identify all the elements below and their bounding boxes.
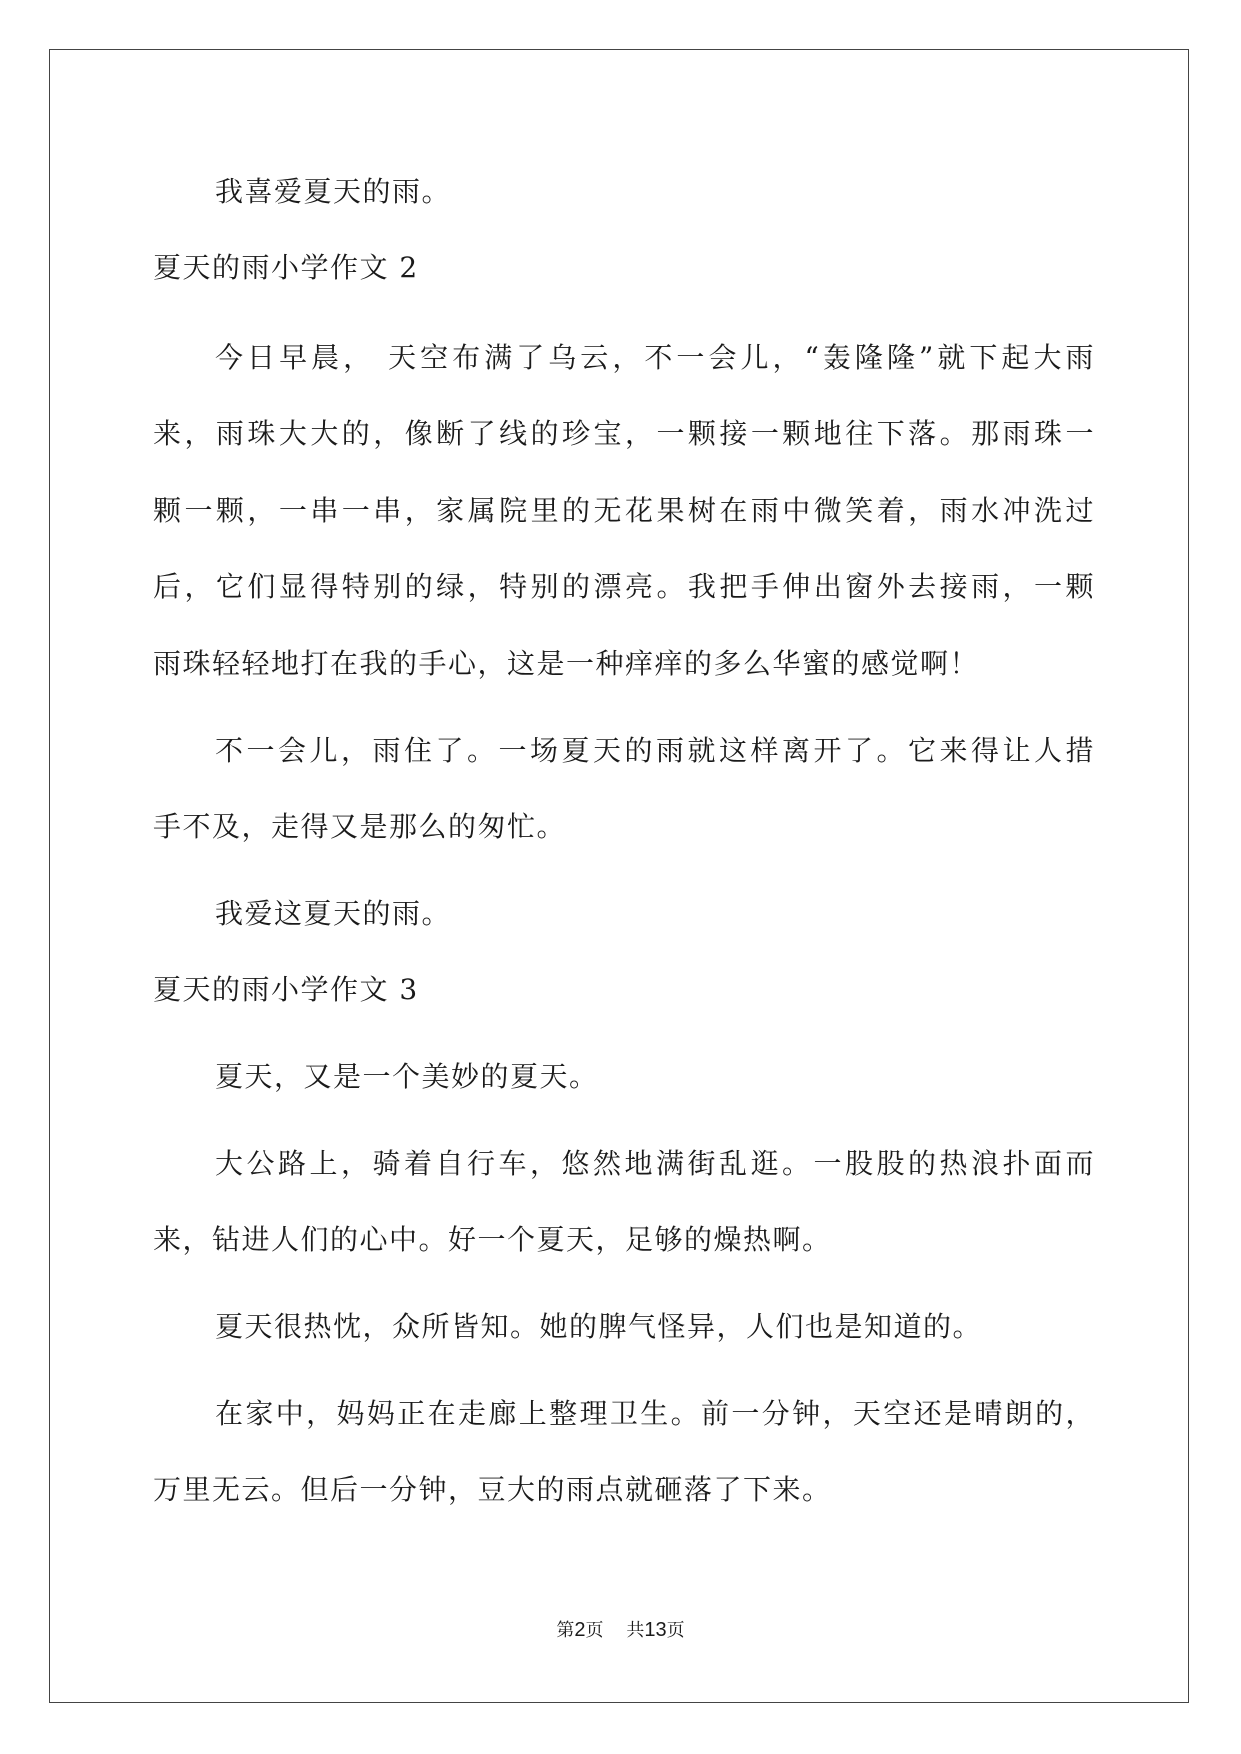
footer-total-pages: 13 bbox=[644, 1619, 667, 1641]
paragraph-4: 我爱这夏天的雨。 bbox=[215, 897, 452, 930]
page-footer bbox=[0, 1618, 1241, 1643]
paragraph-6-line-2: 来，钻进人们的心中。好一个夏天，足够的燥热啊。 bbox=[153, 1223, 832, 1256]
footer-total-prefix: 共 bbox=[626, 1620, 645, 1641]
section-heading-3: 夏天的雨小学作文 3 bbox=[153, 973, 419, 1006]
section-heading-2: 夏天的雨小学作文 2 bbox=[153, 251, 419, 284]
paragraph-5: 夏天，又是一个美妙的夏天。 bbox=[215, 1060, 599, 1093]
footer-total-suffix: 页 bbox=[666, 1620, 685, 1641]
paragraph-2-line-2: 来，雨珠大大的，像断了线的珍宝，一颗接一颗地往下落。那雨珠一 bbox=[153, 417, 1095, 450]
paragraph-7: 夏天很热忱，众所皆知。她的脾气怪异，人们也是知道的。 bbox=[215, 1310, 983, 1343]
paragraph-8-line-2: 万里无云。但后一分钟，豆大的雨点就砸落了下来。 bbox=[153, 1473, 832, 1506]
paragraph-6-line-1: 大公路上，骑着自行车，悠然地满街乱逛。一股股的热浪扑面而 bbox=[215, 1147, 1095, 1180]
footer-page-suffix: 页 bbox=[585, 1620, 604, 1641]
paragraph-3-line-2: 手不及，走得又是那么的匆忙。 bbox=[153, 810, 567, 843]
footer-page-number: 2 bbox=[574, 1619, 586, 1641]
paragraph-2-line-3: 颗一颗，一串一串，家属院里的无花果树在雨中微笑着，雨水冲洗过 bbox=[153, 494, 1095, 527]
paragraph-2-line-5: 雨珠轻轻地打在我的手心，这是一种痒痒的多么华蜜的感觉啊！ bbox=[153, 647, 980, 680]
paragraph-1: 我喜爱夏天的雨。 bbox=[215, 175, 452, 208]
page-border bbox=[49, 49, 1189, 1703]
footer-page-prefix: 第 bbox=[556, 1620, 575, 1641]
paragraph-3-line-1: 不一会儿，雨住了。一场夏天的雨就这样离开了。它来得让人措 bbox=[215, 734, 1095, 767]
paragraph-2-line-1: 今日早晨， 天空布满了乌云，不一会儿，“轰隆隆”就下起大雨 bbox=[215, 341, 1095, 374]
paragraph-8-line-1: 在家中，妈妈正在走廊上整理卫生。前一分钟，天空还是晴朗的， bbox=[215, 1397, 1095, 1430]
paragraph-2-line-4: 后，它们显得特别的绿，特别的漂亮。我把手伸出窗外去接雨，一颗 bbox=[153, 570, 1095, 603]
